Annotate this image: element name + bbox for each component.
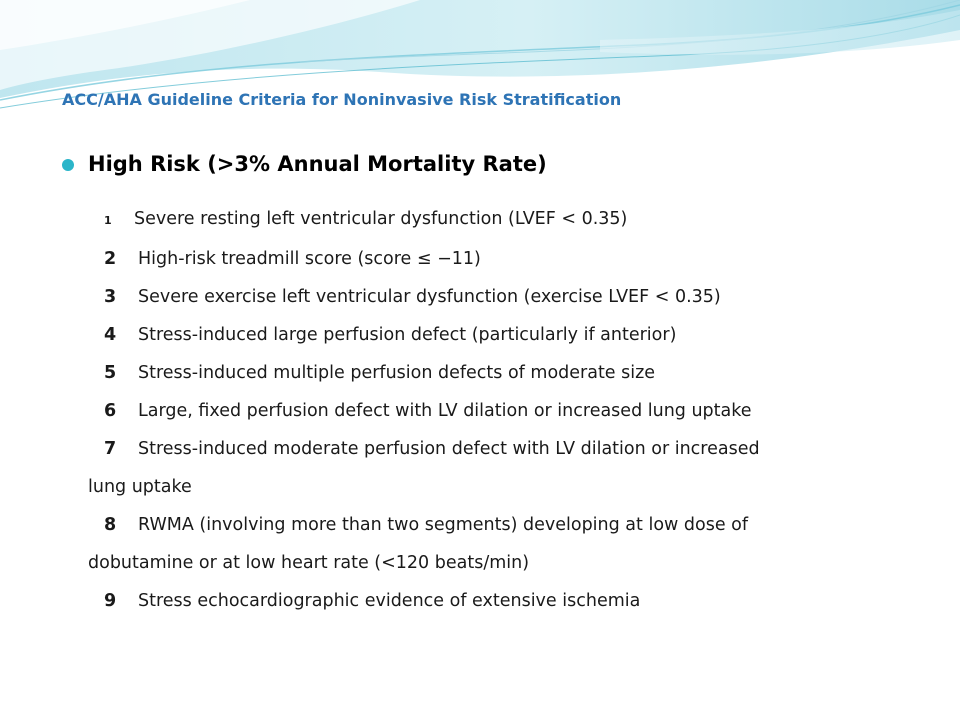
item-text: Severe resting left ventricular dysfunction (LVEF < 0.35)	[134, 209, 628, 229]
item-text: RWMA (involving more than two segments) developing at low dose of	[138, 515, 749, 535]
item-text: Large, fixed perfusion defect with LV dilation or increased lung uptake	[138, 401, 752, 421]
list-item	[88, 506, 908, 582]
list-item	[88, 392, 908, 430]
list-item	[88, 582, 908, 620]
criteria-list	[88, 200, 908, 620]
item-number: 8	[104, 515, 117, 535]
item-number: 4	[104, 325, 117, 345]
item-text: Severe exercise left ventricular dysfunction (exercise LVEF < 0.35)	[138, 287, 721, 307]
item-number: 9	[104, 591, 117, 611]
bullet-dot-icon	[62, 159, 74, 171]
item-text-continued: lung uptake	[88, 477, 192, 497]
item-number: 5	[104, 363, 117, 383]
list-item	[88, 200, 908, 240]
risk-heading	[62, 148, 547, 180]
slide-title: ACC/AHA Guideline Criteria for Noninvasive Risk Stratification	[62, 90, 622, 109]
item-number: 7	[104, 439, 117, 459]
decorative-wave-banner	[0, 0, 960, 130]
item-number: 2	[104, 249, 117, 269]
item-text: Stress-induced large perfusion defect (particularly if anterior)	[138, 325, 677, 345]
item-number: 3	[104, 287, 117, 307]
list-item	[88, 354, 908, 392]
risk-heading-text: High Risk (>3% Annual Mortality Rate)	[88, 152, 547, 176]
item-number: 1	[104, 214, 112, 227]
list-item	[88, 430, 908, 506]
item-text: High-risk treadmill score (score ≤ −11)	[138, 249, 481, 269]
item-number: 6	[104, 401, 117, 421]
list-item	[88, 316, 908, 354]
item-text: Stress echocardiographic evidence of extensive ischemia	[138, 591, 641, 611]
item-text: Stress-induced multiple perfusion defects of moderate size	[138, 363, 656, 383]
list-item	[88, 240, 908, 278]
list-item	[88, 278, 908, 316]
item-text-continued: dobutamine or at low heart rate (<120 beats/min)	[88, 553, 530, 573]
item-text: Stress-induced moderate perfusion defect with LV dilation or increased	[138, 439, 760, 459]
